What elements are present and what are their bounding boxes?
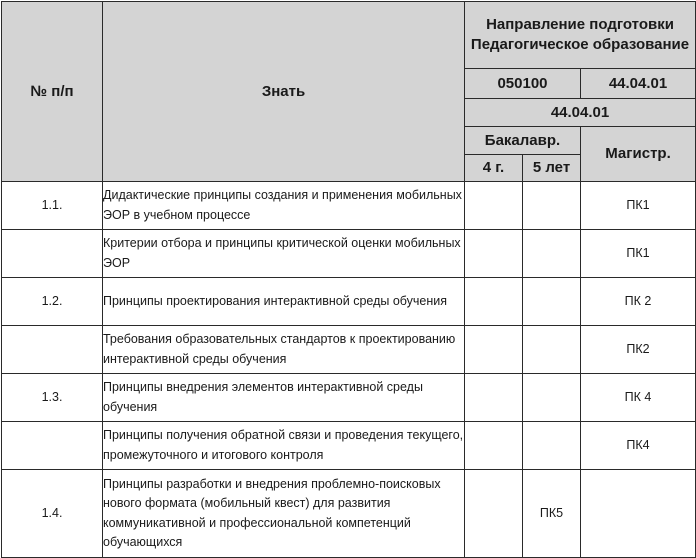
table-header [2,2,696,182]
row-know: Принципы разработки и внедрения проблемно-поисковых нового формата (мобильный квест) для развития коммуникативной и профессиональной компетенций обучающихся [103,470,465,558]
header-code-44-04-01: 44.04.01 [465,99,696,127]
header-num: № п/п [2,2,103,182]
header-years-4: 4 г. [465,155,523,182]
header-know: Знать [103,2,465,182]
row-num: 1.2. [2,278,103,326]
table-body [2,182,696,558]
table-row [2,326,696,374]
header-code-44-04-01-master: 44.04.01 [581,69,696,99]
row-know: Принципы внедрения элементов интерактивной среды обучения [103,374,465,422]
row-bachelor-5 [523,326,581,374]
row-know: Дидактические принципы создания и применения мобильных ЭОР в учебном процессе [103,182,465,230]
header-master: Магистр. [581,127,696,182]
row-bachelor-5: ПК5 [523,470,581,558]
row-master: ПК4 [581,422,696,470]
row-num [2,422,103,470]
row-bachelor-5 [523,230,581,278]
row-master: ПК 2 [581,278,696,326]
table-row [2,182,696,230]
table-row [2,278,696,326]
row-bachelor-4 [465,278,523,326]
row-num [2,230,103,278]
row-master: ПК1 [581,182,696,230]
row-know: Принципы получения обратной связи и проведения текущего, промежуточного и итогового контроля [103,422,465,470]
row-num: 1.1. [2,182,103,230]
row-bachelor-4 [465,374,523,422]
row-master: ПК2 [581,326,696,374]
row-master: ПК 4 [581,374,696,422]
competency-table [1,1,696,558]
table-row [2,230,696,278]
row-master: ПК1 [581,230,696,278]
row-master [581,470,696,558]
table-row [2,374,696,422]
table-row [2,470,696,558]
header-years-5: 5 лет [523,155,581,182]
row-know: Требования образовательных стандартов к проектированию интерактивной среды обучения [103,326,465,374]
row-bachelor-5 [523,182,581,230]
row-bachelor-4 [465,422,523,470]
row-bachelor-5 [523,278,581,326]
row-bachelor-4 [465,326,523,374]
row-num: 1.3. [2,374,103,422]
row-num [2,326,103,374]
header-bachelor: Бакалавр. [465,127,581,155]
row-num: 1.4. [2,470,103,558]
row-bachelor-5 [523,422,581,470]
row-bachelor-4 [465,470,523,558]
table-row [2,422,696,470]
row-bachelor-4 [465,182,523,230]
header-code-050100: 050100 [465,69,581,99]
row-know: Критерии отбора и принципы критической оценки мобильных ЭОР [103,230,465,278]
row-know: Принципы проектирования интерактивной среды обучения [103,278,465,326]
row-bachelor-5 [523,374,581,422]
row-bachelor-4 [465,230,523,278]
header-direction: Направление подготовки Педагогическое образование [465,2,696,69]
